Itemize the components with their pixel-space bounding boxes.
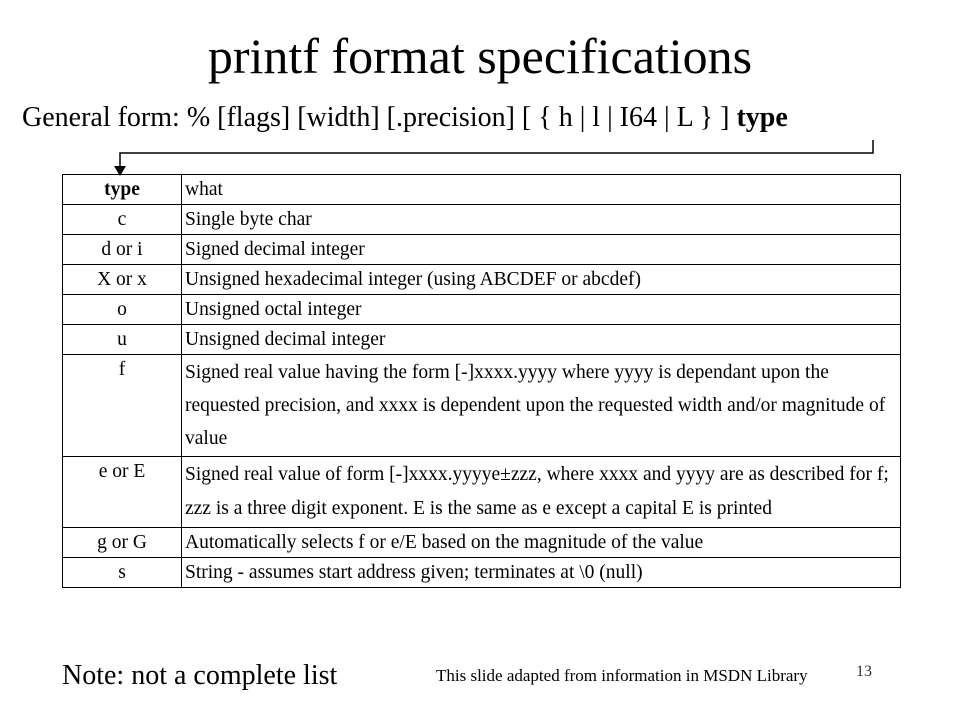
row-what: Signed real value having the form [-]xxxx.yyyy where yyyy is dependant upon the requested precision, and xxxx is dependent upon the requested width and/or magnitude of value [182, 355, 901, 457]
table-row [63, 205, 901, 235]
note-text: Note: not a complete list [62, 660, 338, 691]
row-what: Single byte char [182, 205, 901, 235]
row-type: g or G [63, 528, 182, 558]
general-form-text: General form: % [flags] [width] [.precision] [ { h | l | I64 | L } ] [22, 102, 730, 133]
table-row [63, 325, 901, 355]
table-row [63, 235, 901, 265]
table-row [63, 558, 901, 588]
row-what: Unsigned hexadecimal integer (using ABCDEF or abcdef) [182, 265, 901, 295]
general-form-type-word: type [736, 102, 788, 133]
table-row [63, 355, 901, 457]
format-spec-table [62, 174, 901, 588]
row-what: Unsigned decimal integer [182, 325, 901, 355]
row-type: e or E [63, 457, 182, 528]
row-what: Signed decimal integer [182, 235, 901, 265]
row-what: Unsigned octal integer [182, 295, 901, 325]
table-row [63, 295, 901, 325]
row-what: String - assumes start address given; terminates at \0 (null) [182, 558, 901, 588]
row-type: X or x [63, 265, 182, 295]
row-type: d or i [63, 235, 182, 265]
row-type: c [63, 205, 182, 235]
header-what: what [182, 175, 901, 205]
row-type: o [63, 295, 182, 325]
row-type: f [63, 355, 182, 457]
row-what: Signed real value of form [-]xxxx.yyyye±zzz, where xxxx and yyyy are as described for f; zzz is a three digit exponent. E is the same as e except a capital E is printed [182, 457, 901, 528]
slide-title: printf format specifications [207, 28, 753, 84]
table-row [63, 528, 901, 558]
slide-number: 13 [856, 663, 872, 680]
table-header-row [63, 175, 901, 205]
table-row [63, 457, 901, 528]
header-type: type [63, 175, 182, 205]
row-what: Automatically selects f or e/E based on the magnitude of the value [182, 528, 901, 558]
row-type: s [63, 558, 182, 588]
credit-text: This slide adapted from information in MSDN Library [436, 666, 808, 685]
row-type: u [63, 325, 182, 355]
table-row [63, 265, 901, 295]
